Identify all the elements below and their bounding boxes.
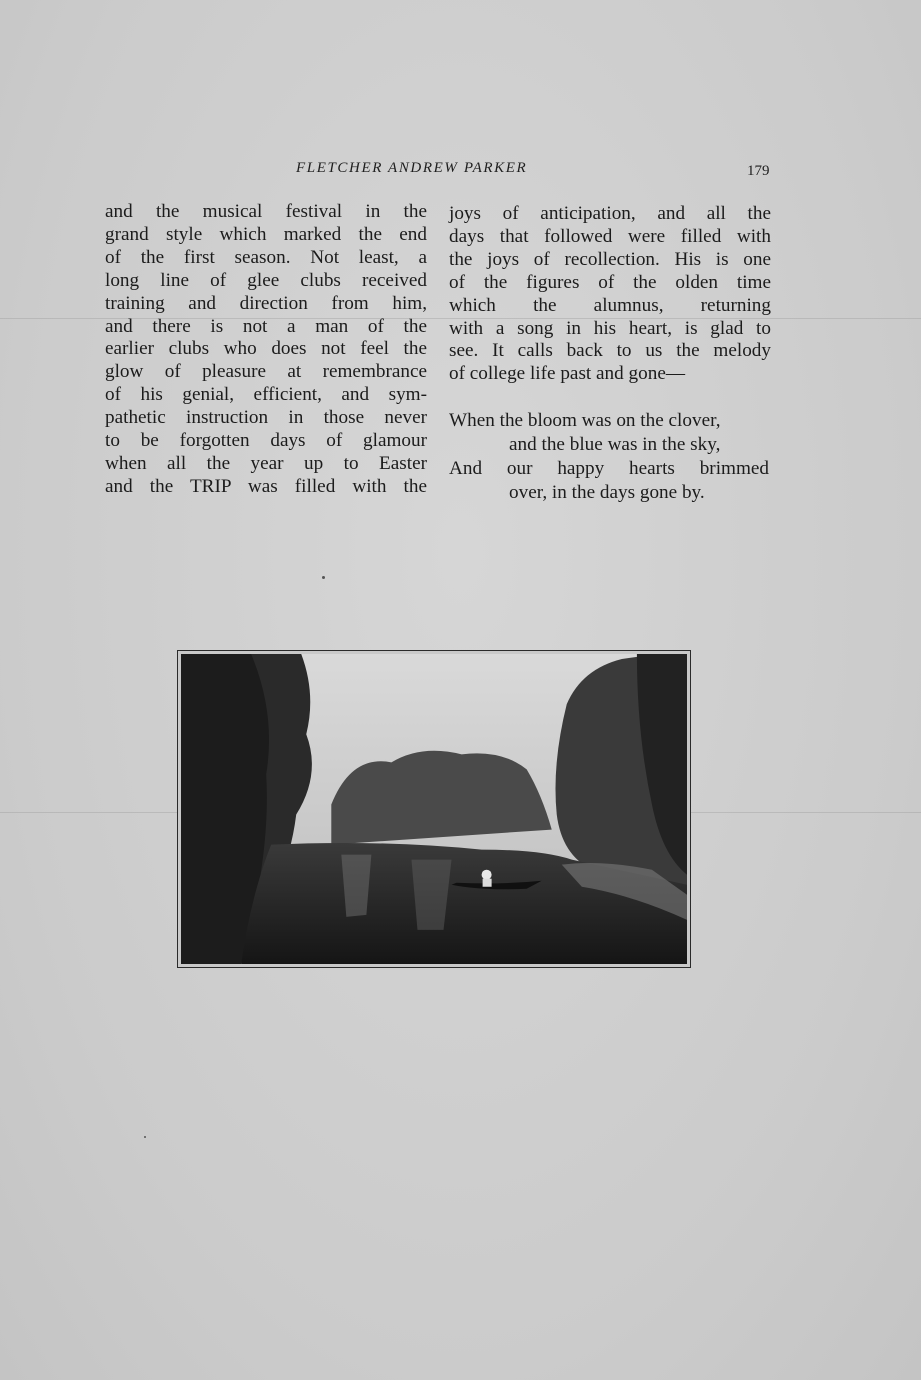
canoeist-figure <box>482 870 492 880</box>
text-line: when all the year up to Easter <box>105 452 427 474</box>
running-head <box>0 160 921 184</box>
text-line: of the figures of the olden time <box>449 271 771 293</box>
paper-speck <box>322 576 325 579</box>
text-line: grand style which marked the end <box>105 223 427 245</box>
running-title: FLETCHER ANDREW PARKER <box>296 160 528 176</box>
verse-quotation <box>449 409 771 505</box>
right-column <box>449 203 771 386</box>
text-line: of his genial, efficient, and sym- <box>105 384 427 406</box>
text-line: pathetic instruction in those never <box>105 407 427 429</box>
distant-trees <box>331 751 551 845</box>
page-number: 179 <box>747 163 770 179</box>
text-line: glow of pleasure at remembrance <box>105 361 427 383</box>
text-line: to be forgotten days of glamour <box>105 430 427 452</box>
text-line: and the TRIP was filled with the <box>105 475 427 497</box>
text-line: see. It calls back to us the melody <box>449 340 771 362</box>
verse-line: over, in the days gone by. <box>509 482 705 503</box>
text-line: of college life past and gone— <box>449 363 686 385</box>
text-line: earlier clubs who does not feel the <box>105 338 427 360</box>
verse-line: and the blue was in the sky, <box>509 434 721 455</box>
pond-photograph <box>177 650 691 968</box>
text-line: days that followed were filled with <box>449 225 771 247</box>
text-line: and there is not a man of the <box>105 315 427 337</box>
pond-scene-image <box>181 654 687 964</box>
text-line: the joys of recollection. His is one <box>449 248 771 270</box>
text-line: long line of glee clubs received <box>105 269 427 291</box>
text-line: and the musical festival in the <box>105 201 427 222</box>
paper-speck <box>144 1136 146 1138</box>
text-line: which the alumnus, returning <box>449 294 771 316</box>
water-reflection <box>341 855 371 917</box>
left-column <box>105 201 427 499</box>
verse-line: And our happy hearts brimmed <box>449 458 769 479</box>
text-line: training and direction from him, <box>105 292 427 314</box>
verse-line: When the bloom was on the clover, <box>449 410 721 431</box>
text-line: with a song in his heart, is glad to <box>449 317 771 339</box>
text-line: of the first season. Not least, a <box>105 246 427 268</box>
text-line: joys of anticipation, and all the <box>449 203 771 224</box>
canoeist-figure-body <box>483 879 492 887</box>
